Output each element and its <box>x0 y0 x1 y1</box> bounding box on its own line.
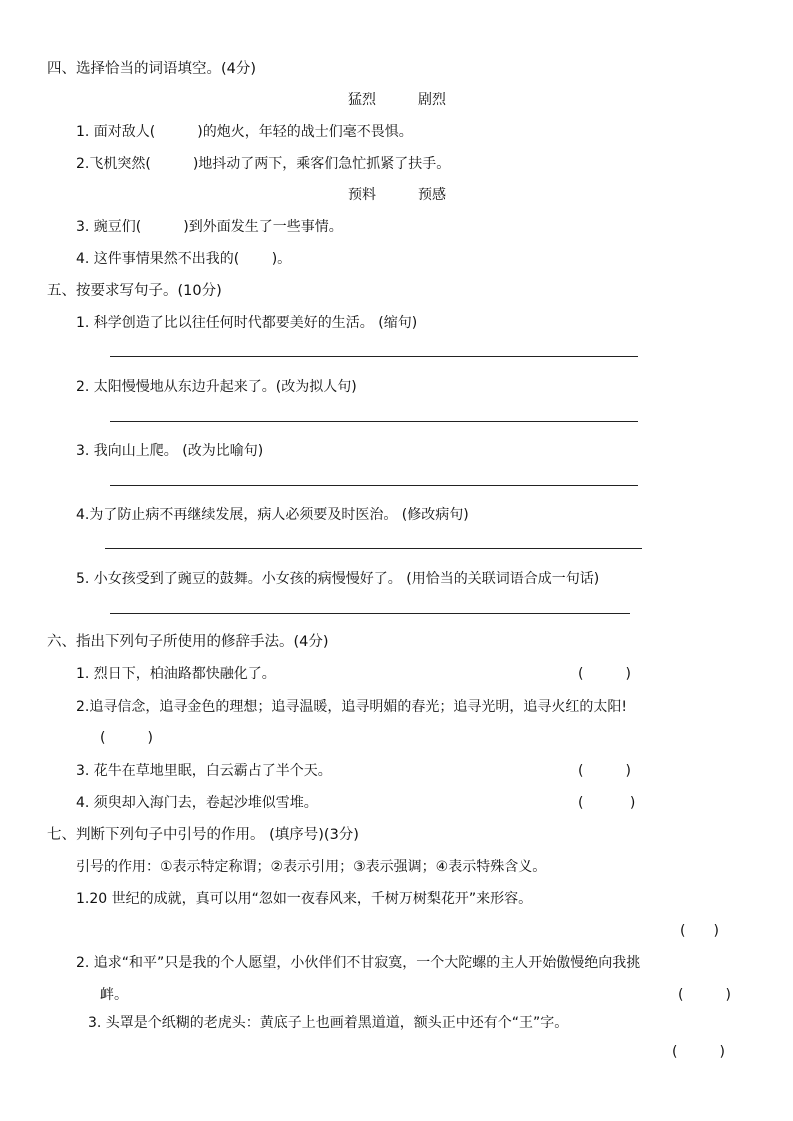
question-5-1: 1. 科学创造了比以往任何时代都要美好的生活。 (缩句) <box>76 315 418 331</box>
answer-paren-7-1[interactable]: ( ) <box>680 923 719 939</box>
question-5-3: 3. 我向山上爬。 (改为比喻句) <box>76 443 264 459</box>
section-7-title: 七、判断下列句子中引号的作用。 (填序号)(3分) <box>47 827 359 843</box>
question-7-2: 2. 追求“和平”只是我的个人愿望，小伙伴们不甘寂寞，一个大陀螺的主人开始傲慢绝向我挑 <box>76 955 641 971</box>
answer-paren-6-1[interactable]: ( ) <box>578 666 631 682</box>
question-4-4: 4. 这件事情果然不出我的( )。 <box>76 251 292 267</box>
question-6-1: 1. 烈日下，柏油路都快融化了。 <box>76 666 276 682</box>
quote-usage-note: 引号的作用：①表示特定称谓；②表示引用；③表示强调；④表示特殊含义。 <box>76 859 547 875</box>
question-4-1: 1. 面对敌人( )的炮火，年轻的战士们毫不畏惧。 <box>76 124 413 140</box>
question-4-2: 2.飞机突然( )地抖动了两下，乘客们急忙抓紧了扶手。 <box>76 156 451 172</box>
question-4-3: 3. 豌豆们( )到外面发生了一些事情。 <box>76 219 343 235</box>
question-7-3: 3. 头罩是个纸糊的老虎头：黄底子上也画着黑道道，额头正中还有个“王”字。 <box>88 1015 569 1031</box>
question-6-2: 2.追寻信念，追寻金色的理想；追寻温暖，追寻明媚的春光；追寻光明，追寻火红的太阳! <box>76 699 627 715</box>
answer-paren-7-3[interactable]: ( ) <box>672 1044 725 1060</box>
answer-line-5-4[interactable] <box>105 548 642 549</box>
answer-line-5-2[interactable] <box>110 421 638 422</box>
answer-paren-7-2[interactable]: ( ) <box>678 987 731 1003</box>
question-7-1: 1.20 世纪的成就，真可以用“忽如一夜春风来，千树万树梨花开”来形容。 <box>76 891 533 907</box>
answer-paren-6-2[interactable]: ( ) <box>100 730 153 746</box>
answer-paren-6-4[interactable]: ( ) <box>578 795 636 811</box>
section-6-title: 六、指出下列句子所使用的修辞手法。(4分) <box>47 634 329 650</box>
answer-line-5-3[interactable] <box>110 485 638 486</box>
question-5-2: 2. 太阳慢慢地从东边升起来了。(改为拟人句) <box>76 379 357 395</box>
question-6-4: 4. 须臾却入海门去，卷起沙堆似雪堆。 <box>76 795 318 811</box>
question-6-3: 3. 花牛在草地里眠，白云霸占了半个天。 <box>76 763 332 779</box>
section-5-title: 五、按要求写句子。(10分) <box>47 283 222 299</box>
answer-paren-6-3[interactable]: ( ) <box>578 763 631 779</box>
answer-line-5-1[interactable] <box>110 356 638 357</box>
word-choices-2: 预料 预感 <box>348 187 446 203</box>
word-choices-1: 猛烈 剧烈 <box>348 92 446 108</box>
question-7-2-cont: 衅。 <box>100 987 128 1003</box>
question-5-4: 4.为了防止病不再继续发展，病人必须要及时医治。 (修改病句) <box>76 507 469 523</box>
question-5-5: 5. 小女孩受到了豌豆的鼓舞。小女孩的病慢慢好了。 (用恰当的关联词语合成一句话) <box>76 571 600 587</box>
section-4-title: 四、选择恰当的词语填空。(4分) <box>47 61 257 77</box>
answer-line-5-5[interactable] <box>110 613 630 614</box>
